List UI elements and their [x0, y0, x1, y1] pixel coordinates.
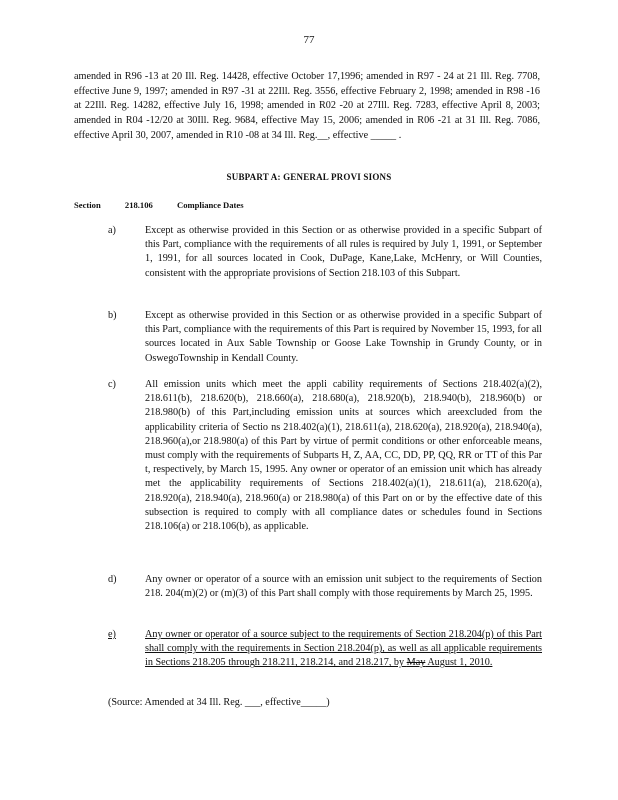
- item-text: [145, 628, 542, 671]
- page-number: 77: [303, 34, 315, 46]
- section-title: Compliance Dates: [176, 200, 244, 210]
- item-label: a): [108, 225, 116, 236]
- item-text-before: Any owner or operator of a source subject to the requirements of Section 218.204(p) of this Part shall comply with the requirements in Section 218.204(p), as well as all applicable requirements in Sections 218.205 through 218.211, 218.214, and 218.217, by: [145, 629, 542, 669]
- item-text: All emission units which meet the appli cability requirements of Sections 218.402(a)(2), 218.611(b), 218.620(b), 218.660(a), 218.680(a), 218.920(b), 218.940(b), 218.960(b) or 218.980(b) of this Part,including emission units at sources which areexcluded from the applicability criteria of Sectio ns 218.402(a)(1), 218.611(a), 218.620(a), 218.920(a), 218.940(a), 218.960(a),or 218.980(a) of this Part by virtue of permit conditions or other enforceable means, must comply with the requirements of Subparts H, Z, AA, CC, DD, PP, QQ, RR or TT of this Par t, respectively, by March 15, 1995. Any owner or operator of an emission unit which has already met the applicability requirements of Sections 218.402(a)(1), 218.611(a), 218.620(a), 218.920(a), 218.940(a), 218.960(a) or 218.980(a) of this Part on or by the effective date of this subsection is required to comply with all compliance dates or schedules found in Sections 218.106(a) or 218.106(b), as applicable.: [145, 379, 542, 533]
- list-item-a: [108, 224, 542, 281]
- item-label: e): [108, 629, 116, 640]
- struck-text: May: [406, 657, 426, 669]
- history-paragraph: amended in R96 -13 at 20 Ill. Reg. 14428, effective October 17,1996; amended in R97 - 24 at 21 Ill. Reg. 7708, effective June 9, 1997; amended in R97 -31 at 22Ill. Reg. 3556, effective February 2, 1998; amended in R98 -16 at 22Ill. Reg. 14282, effective July 16, 1998; amended in R02 -20 at 27Ill. Reg. 7283, effective April 8, 2003; amended in R04 -12/20 at 30Ill. Reg. 9684, effective May 15, 2006; amended in R06 -21 at 31 Ill. Reg. 7086, effective April 30, 2007, amended in R10 -08 at 34 Ill. Reg.__, effective _____ .: [74, 71, 540, 141]
- item-label: c): [108, 379, 116, 390]
- list-item-d: [108, 573, 542, 601]
- source-note: (Source: Amended at 34 Ill. Reg. ___, effective_____): [108, 697, 330, 708]
- section-number: 218.106: [124, 200, 153, 210]
- list-item-c: [108, 378, 542, 534]
- item-text-after: August 1, 2010.: [425, 657, 493, 669]
- section-heading: [74, 200, 266, 210]
- item-label: d): [108, 574, 117, 585]
- item-label: b): [108, 310, 117, 321]
- list-item-b: [108, 309, 542, 366]
- item-text: Any owner or operator of a source with an emission unit subject to the requirements of Section 218. 204(m)(2) or (m)(3) of this Part shall comply with those requirements by March 25, 1995.: [145, 574, 542, 600]
- section-label: Section: [74, 200, 101, 210]
- subpart-heading: SUBPART A: GENERAL PROVI SIONS: [226, 172, 392, 182]
- list-item-e: [108, 628, 542, 671]
- item-text: Except as otherwise provided in this Section or as otherwise provided in a specific Subpart of this Part, compliance with the requirements of this Part is required by November 15, 1993, for all sources located in Aux Sable Township or Goose Lake Township in Grundy County, or in OswegoTownship in Kendall County.: [145, 310, 542, 364]
- item-text: Except as otherwise provided in this Section or as otherwise provided in a specific Subpart of this Part, compliance with the requirements of all rules is required by July 1, 1991, or September 1, 1991, for all sources located in Cook, DuPage, Kane,Lake, McHenry, or Will Counties, consistent with the appropriate provisions of Section 218.103 of this Subpart.: [145, 225, 542, 279]
